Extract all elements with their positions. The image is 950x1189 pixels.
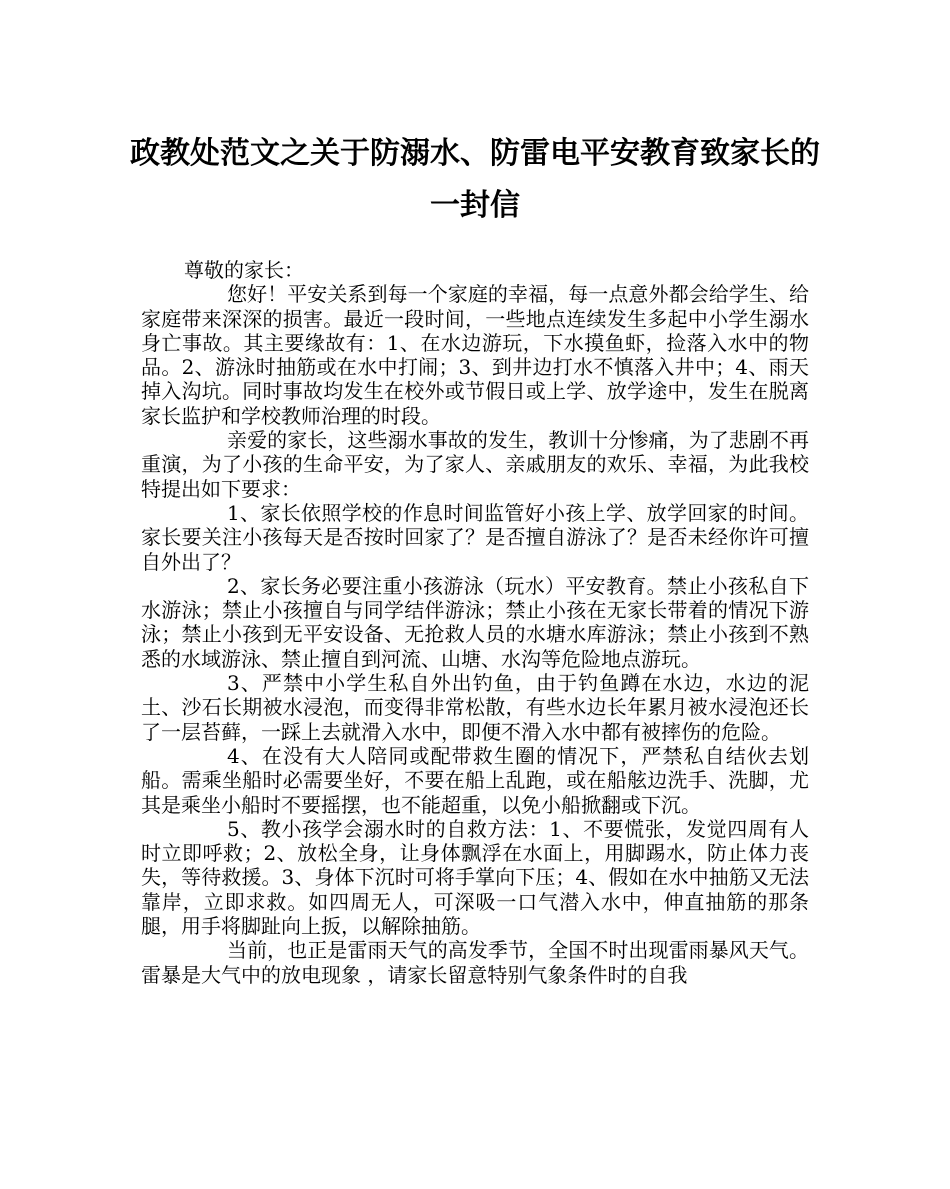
letter-body xyxy=(141,258,809,987)
salutation: 尊敬的家长： xyxy=(184,258,304,282)
paragraph-requirement-5: 5、教小孩学会溺水时的自救方法：1、不要慌张，发觉四周有人时立即呼救；2、放松全身，让身体飘浮在水面上，用脚踢水，防止体力丧失，等待救援。3、身体下沉时可将手掌向下压；4、假如在水中抽筋又无法靠岸，立即求救。如四周无人，可深吸一口气潜入水中，伸直抽筋的那条腿，用手将脚趾向上扳，以解除抽筋。 xyxy=(141,816,809,939)
paragraph-requirement-3: 3、严禁中小学生私自外出钓鱼，由于钓鱼蹲在水边，水边的泥土、沙石长期被水浸泡，而变得非常松散，有些水边长年累月被水浸泡还长了一层苔藓，一踩上去就滑入水中，即便不滑入水中都有被摔伤的危险。 xyxy=(141,671,809,744)
paragraph-intro: 亲爱的家长，这些溺水事故的发生，教训十分惨痛，为了悲剧不再重演，为了小孩的生命平安，为了家人、亲戚朋友的欢乐、幸福，为此我校特提出如下要求： xyxy=(141,428,809,501)
paragraph-requirement-2: 2、家长务必要注重小孩游泳（玩水）平安教育。禁止小孩私自下水游泳；禁止小孩擅自与同学结伴游泳；禁止小孩在无家长带着的情况下游泳；禁止小孩到无平安设备、无抢救人员的水塘水库游泳；禁止小孩到不熟悉的水域游泳、禁止擅自到河流、山塘、水沟等危险地点游玩。 xyxy=(141,573,809,671)
document-title: 政教处范文之关于防溺水、防雷电平安教育致家长的一封信 xyxy=(130,136,820,223)
paragraph-thunderstorm: 当前，也正是雷雨天气的高发季节，全国不时出现雷雨暴风天气。雷暴是大气中的放电现象 ，请家长留意特别气象条件时的自我 xyxy=(141,938,809,987)
paragraph-requirement-4: 4、在没有大人陪同或配带救生圈的情况下，严禁私自结伙去划船。需乘坐船时必需要坐好，不要在船上乱跑，或在船舷边洗手、洗脚，尤其是乘坐小船时不要摇摆，也不能超重，以免小船掀翻或下沉。 xyxy=(141,743,809,817)
paragraph-requirement-1: 1、家长依照学校的作息时间监管好小孩上学、放学回家的时间。家长要关注小孩每天是否按时回家了？是否擅自游泳了？是否未经你许可擅自外出了？ xyxy=(141,500,809,574)
paragraph-greeting: 您好！平安关系到每一个家庭的幸福，每一点意外都会给学生、给家庭带来深深的损害。最近一段时间，一些地点连续发生多起中小学生溺水身亡事故。其主要缘故有：1、在水边游玩，下水摸鱼虾，捡落入水中的物品。2、游泳时抽筋或在水中打闹；3、到井边打水不慎落入井中；4、雨天掉入沟坑。同时事故均发生在校外或节假日或上学、放学途中，发生在脱离家长监护和学校教师治理的时段。 xyxy=(141,282,809,428)
